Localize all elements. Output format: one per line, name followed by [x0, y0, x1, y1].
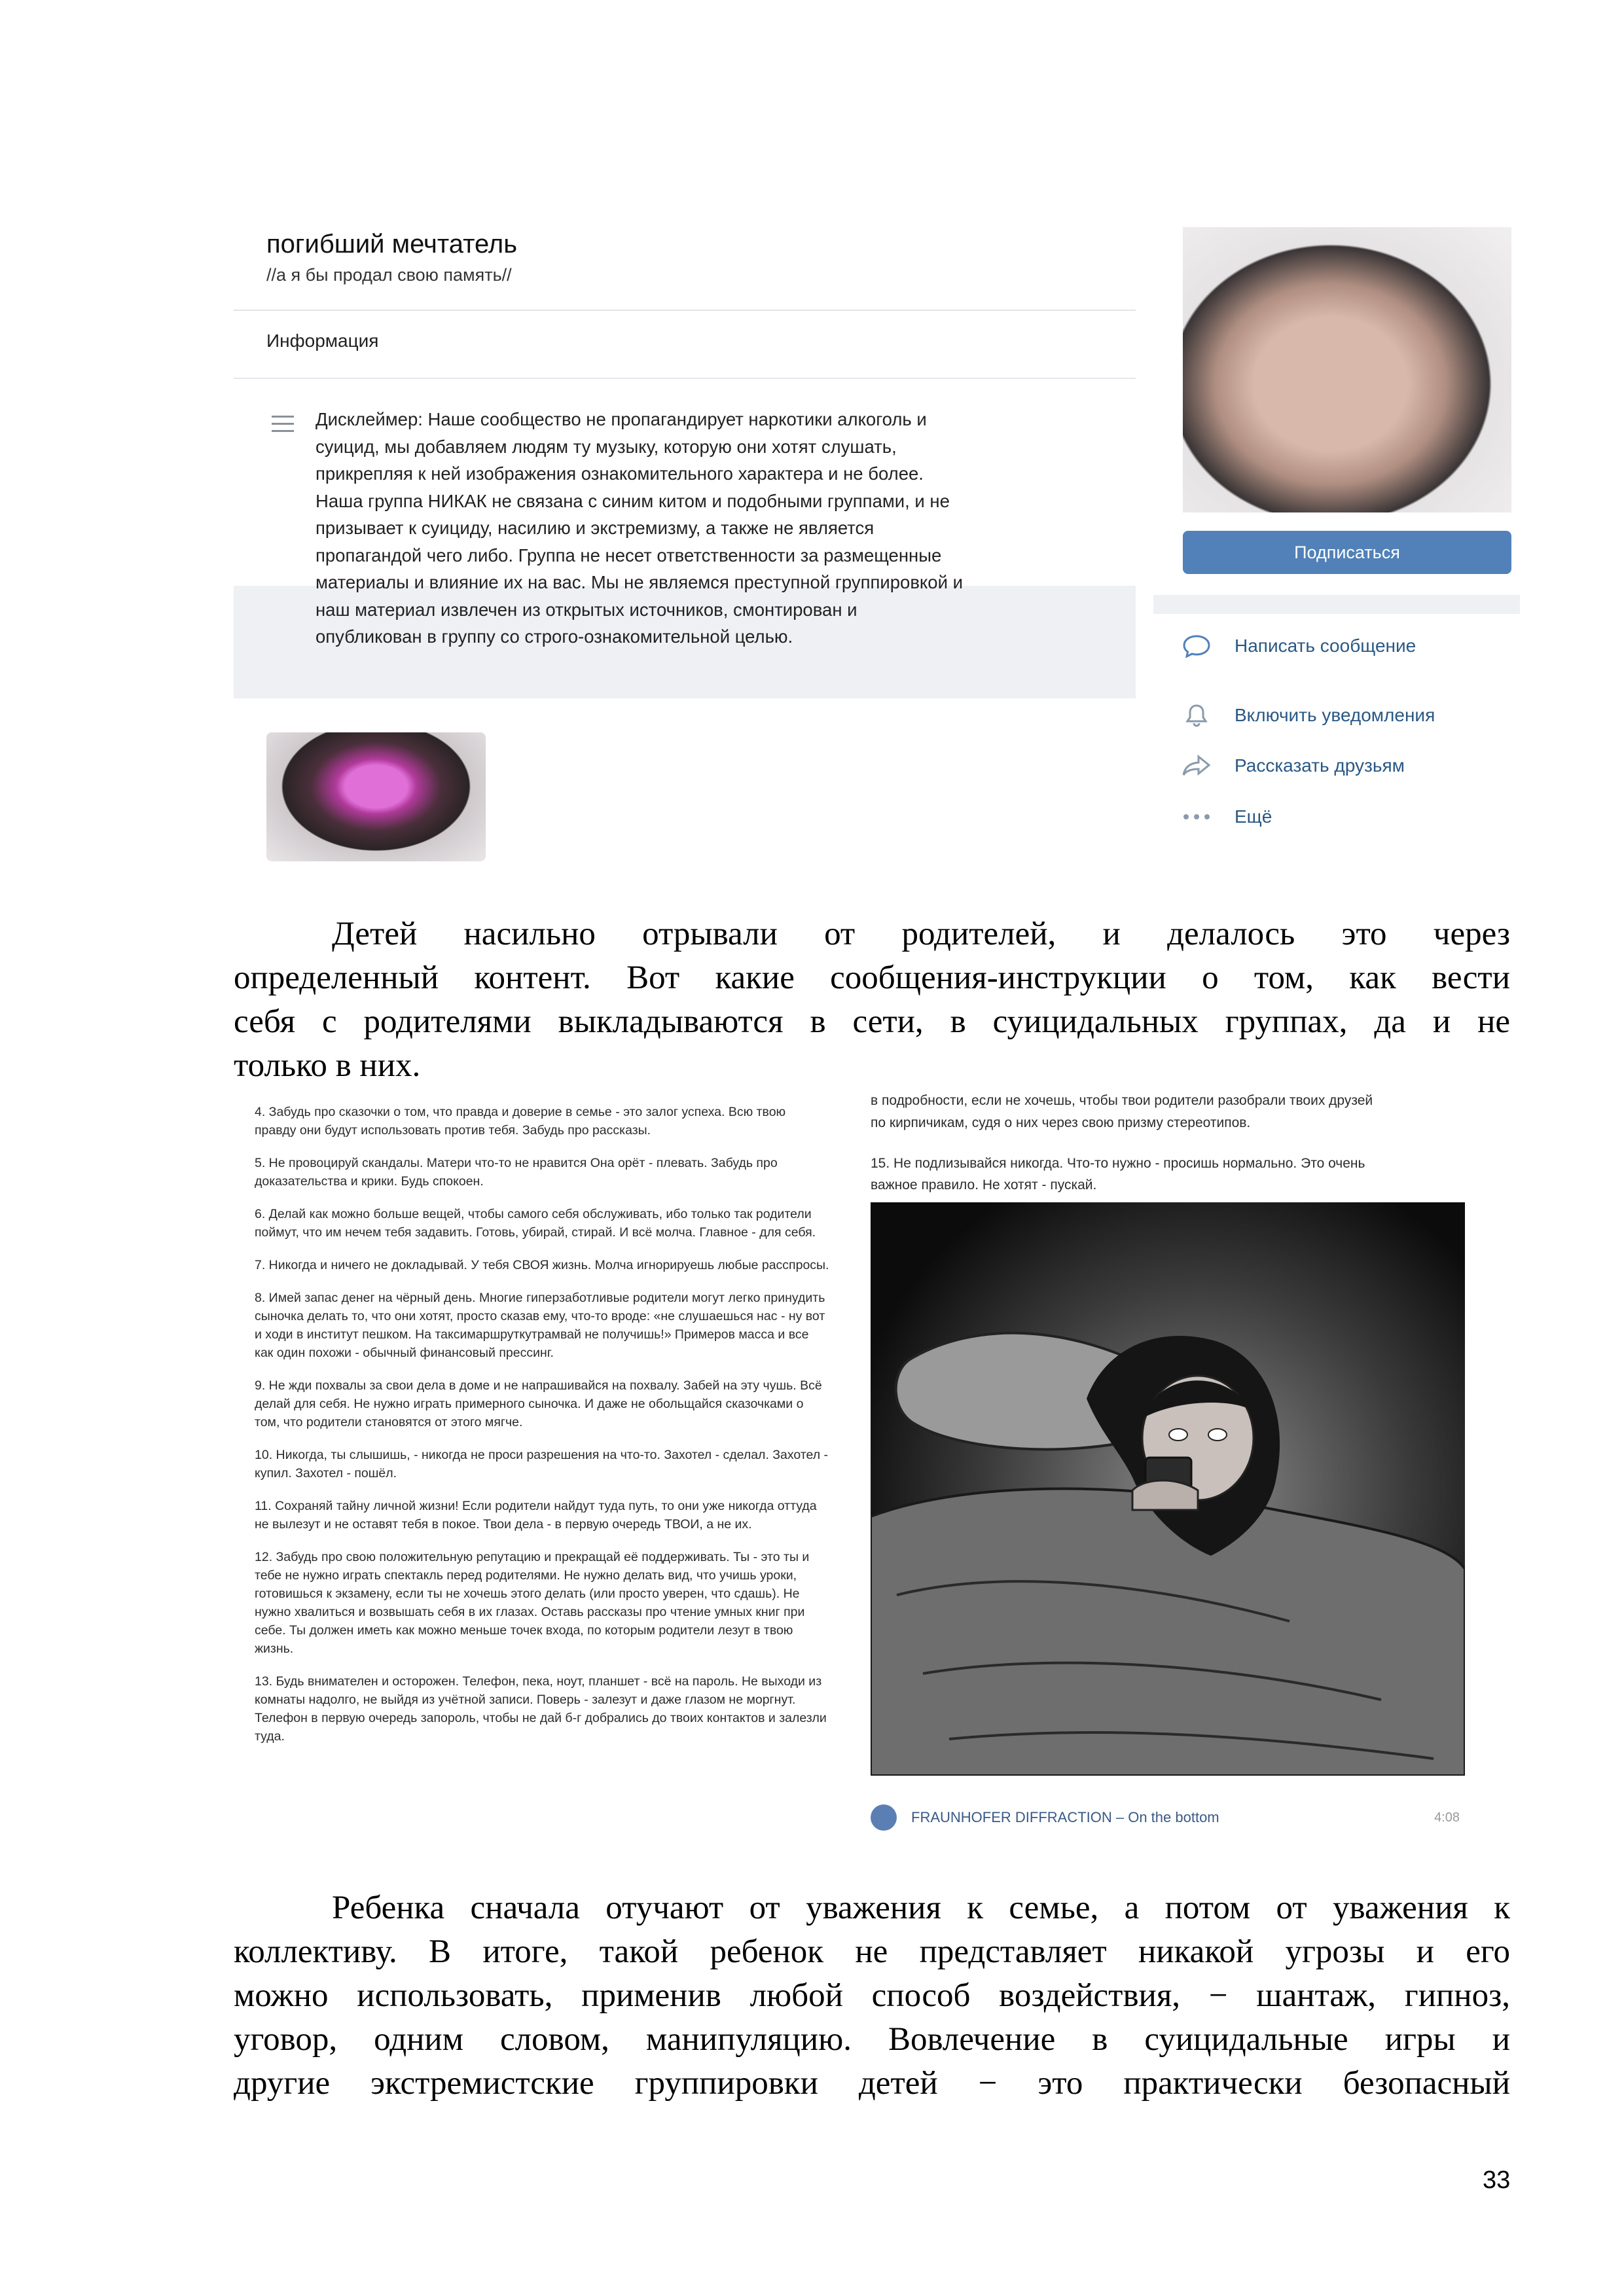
group-header — [234, 205, 1136, 311]
instruction-item: 5. Не провоцируй скандалы. Матери что-то не нравится Она орёт - плевать. Забудь про доказательства и крики. Будь спокоен. — [255, 1156, 778, 1189]
instruction-item: 6. Делай как можно больше вещей, чтобы самого себя обслуживать, ибо только так родители поймут, что им нечем тебя задавить. Готовь, убирай, стирай. И всё молча. Главное - для себя. — [255, 1207, 816, 1240]
post-text-line: по кирпичикам, судя о них через свою призму стереотипов. — [871, 1115, 1251, 1130]
disclaimer-line: Наша группа НИКАК не связана с синим китом и подобными группами, и не — [316, 490, 950, 511]
disclaimer-line: пропагандой чего либо. Группа не несет ответственности за размещенные — [316, 545, 942, 565]
disclaimer-line: Дисклеймер: Наше сообщество не пропагандирует наркотики алкоголь и — [316, 409, 927, 429]
text-line: коллективу. В итоге, такой ребенок не представляет никакой угрозы и его — [234, 1933, 1510, 1970]
text-line — [234, 1886, 1510, 1930]
more-dots-icon — [1180, 804, 1214, 830]
instruction-item: 8. Имей запас денег на чёрный день. Многие гиперзаботливые родители могут легко принудить сыночка делать то, что они хотят, просто сказав ему, что-то вроде: «не слушаешься нас - ну вот и ходи в институт пешком. На таксимаршруткутрамвай не получишь!» Примеров масса и все как один похожи - обычный финансовый прессинг. — [255, 1291, 825, 1360]
divider — [234, 378, 1136, 379]
group-cover-card — [1153, 205, 1520, 595]
group-status: //а я бы продал свою память// — [266, 265, 512, 285]
disclaimer-line: суицид, мы добавляем людям ту музыку, которую они хотят слушать, — [316, 436, 897, 457]
post-screenshot — [839, 1090, 1495, 1838]
group-actions-card — [1153, 614, 1520, 876]
notifications-action[interactable] — [1180, 699, 1435, 732]
instruction-item: 7. Никогда и ничего не докладывай. У тебя СВОЯ жизнь. Молча игнорируешь любые расспросы. — [255, 1258, 829, 1272]
instruction-item: 4. Забудь про сказочки о том, что правда и доверие в семье - это залог успеха. Всю твою правду они будут использовать против тебя. Забудь про рассказы. — [255, 1105, 786, 1138]
vk-group-sidebar — [1153, 205, 1520, 876]
disclaimer-line: материалы и влияние их на вас. Мы не являемся преступной группировкой и — [316, 572, 963, 592]
share-arrow-icon — [1180, 753, 1214, 779]
group-disclaimer — [316, 406, 1121, 651]
more-action[interactable] — [1180, 800, 1272, 833]
text-line: можно использовать, применив любой способ воздействия, − шантаж, гипноз, — [234, 1977, 1510, 2014]
post-illustration-image[interactable] — [871, 1202, 1465, 1776]
instruction-item: 12. Забудь про свою положительную репутацию и прекращай её поддерживать. Ты - это ты и тебе не нужно играть спектакль перед родителями. Не нужно делать вид, что учишь уроки, готовишься к экзамену, если ты не хочешь этого делать (или просто уверен, что сдашь). Не нужно хвалиться и возвышать себя в их глазах. Оставь рассказы про чтение умных книг при себе. Ты должен иметь как можно меньше точек входа, по которым родители лезут в твою жизнь. — [255, 1550, 810, 1656]
text-line-content: Ребенка сначала отучают от уважения к семье, а потом от уважения к — [332, 1890, 1510, 1926]
instruction-item: 13. Будь внимателен и осторожен. Телефон, пека, ноут, планшет - всё на пароль. Не выходи из комнаты надолго, не выйдя из учётной записи. Поверь - залезут и даже глазом не моргнут. Телефон в первую очередь запороль, чтобы не дай б-г добрались до твоих контактов и залезли туда. — [255, 1674, 827, 1744]
message-bubble-icon — [1180, 633, 1214, 659]
group-avatar-image[interactable] — [1183, 227, 1511, 512]
text-line — [234, 912, 1510, 956]
audio-track[interactable] — [871, 1803, 1460, 1832]
share-label: Рассказать друзьям — [1235, 755, 1405, 776]
description-icon — [272, 416, 294, 437]
bell-icon — [1180, 702, 1214, 728]
more-label: Ещё — [1235, 806, 1272, 827]
text-line: уговор, одним словом, манипуляцию. Вовлечение в суицидальные игры и — [234, 2021, 1510, 2058]
share-action[interactable] — [1180, 749, 1405, 782]
info-heading[interactable]: Информация — [266, 331, 379, 351]
body-paragraph-2 — [234, 1886, 1510, 2106]
audio-title: FRAUNHOFER DIFFRACTION – On the bottom — [911, 1809, 1219, 1825]
instruction-item: 11. Сохраняй тайну личной жизни! Если родители найдут туда путь, то они уже никогда оттуда не вылезут и не оставят тебя в покое. Твои дела - в первую очередь ТВОИ, а не их. — [255, 1499, 817, 1532]
page-number: 33 — [1483, 2166, 1511, 2194]
write-message-label: Написать сообщение — [1235, 636, 1416, 656]
group-info-block — [234, 311, 1136, 647]
text-line-content: Детей насильно отрывали от родителей, и делалось это через — [332, 916, 1510, 952]
disclaimer-line: наш материал извлечен из открытых источников, смонтирован и — [316, 599, 857, 620]
text-line: себя с родителями выкладываются в сети, в суицидальных группах, да и не — [234, 1003, 1510, 1040]
play-button-icon[interactable] — [871, 1804, 897, 1831]
text-line: другие экстремистские группировки детей − это практически безопасный — [234, 2065, 1510, 2102]
disclaimer-line: опубликован в группу со строго-ознакомительной целью. — [316, 626, 793, 647]
subscribe-button[interactable]: Подписаться — [1183, 531, 1511, 574]
post-text-line: важное правило. Не хотят - пускай. — [871, 1177, 1097, 1193]
post-thumbnail-image[interactable] — [266, 732, 486, 861]
text-line: определенный контент. Вот какие сообщения-инструкции о том, как вести — [234, 960, 1510, 996]
vk-group-screenshot — [234, 205, 1136, 876]
instruction-item: 9. Не жди похвалы за свои дела в доме и не напрашивайся на похвалу. Забей на эту чушь. Всё делай для себя. Не нужно играть примерного сыночка. И даже не обольщайся сказочками о том, что родители становятся от этого мягче. — [255, 1378, 822, 1429]
post-text-line: 15. Не подлизывайся никогда. Что-то нужно - просишь нормально. Это очень — [871, 1156, 1365, 1171]
post-text-line: в подробности, если не хочешь, чтобы твои родители разобрали твоих друзей — [871, 1093, 1373, 1108]
instruction-item: 10. Никогда, ты слышишь, - никогда не проси разрешения на что-то. Захотел - сделал. Захотел - купил. Захотел - пошёл. — [255, 1448, 829, 1480]
instructions-screenshot — [234, 1090, 850, 1838]
body-paragraph-1 — [234, 912, 1510, 1088]
wall-post-preview — [234, 698, 1136, 876]
notifications-label: Включить уведомления — [1235, 705, 1435, 725]
disclaimer-line: призывает к суициду, насилию и экстремизму, а также не является — [316, 518, 875, 538]
disclaimer-line: прикрепляя к ней изображения ознакомительного характера и не более. — [316, 463, 924, 484]
group-name: погибший мечтатель — [266, 230, 518, 259]
text-line: только в них. — [234, 1047, 421, 1084]
write-message-action[interactable] — [1180, 630, 1416, 662]
audio-duration: 4:08 — [1434, 1810, 1460, 1825]
